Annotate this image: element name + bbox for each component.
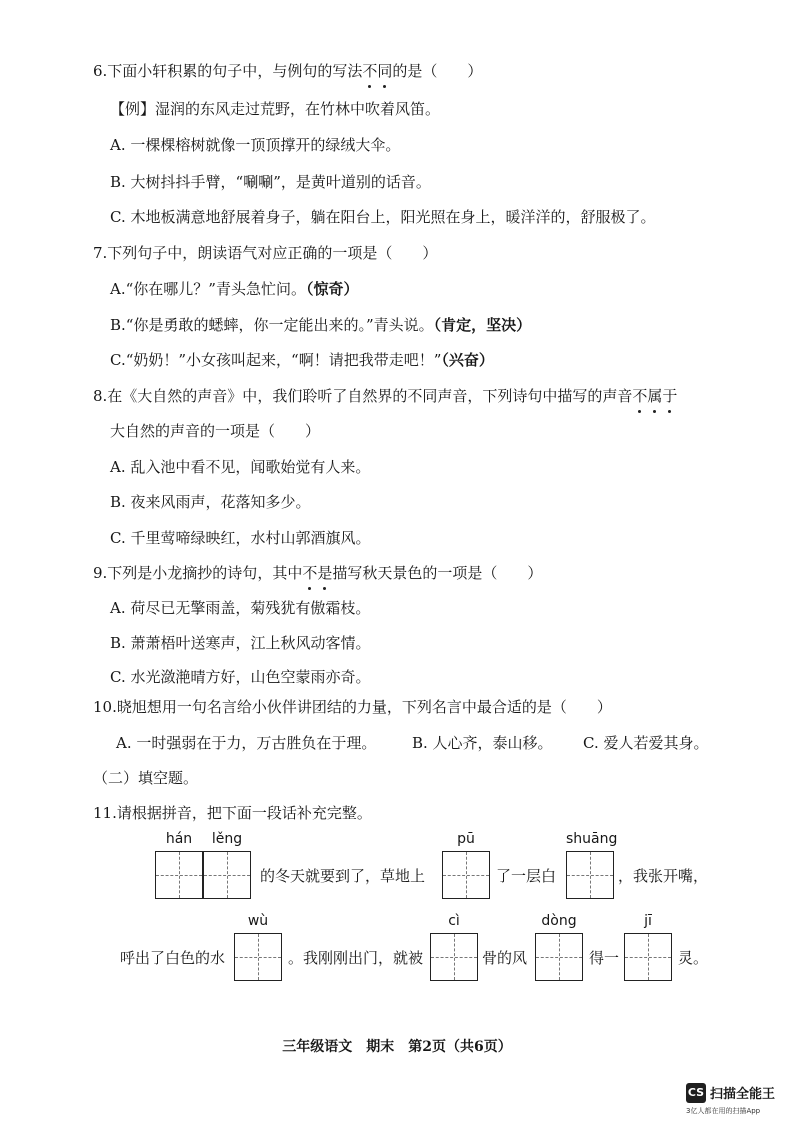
q11-text-2: 了一层白 (496, 867, 557, 885)
q10-option-a: A. 一时强弱在于力，万古胜负在于理。 (116, 734, 377, 752)
q8-option-c: C. 千里莺啼绿映红，水村山郭酒旗风。 (110, 529, 371, 547)
q6-option-a: A. 一棵棵榕树就像一顶顶撑开的绿绒大伞。 (110, 136, 401, 154)
q8-stem (93, 386, 677, 406)
q6-stem (93, 61, 482, 81)
q7-option-a-text: A.“你在哪儿？”青头急忙问。 (110, 280, 306, 298)
pinyin-label: jī (644, 913, 652, 929)
q11-text-6: 骨的风 (482, 949, 528, 967)
q9-stem-a: 9.下列是小龙摘抄的诗句，其中 (93, 564, 303, 582)
q7-option-a-tone: （惊奇） (305, 280, 359, 298)
q7-option-a (110, 279, 358, 299)
q7-stem: 7.下列句子中，朗读语气对应正确的一项是（ ） (93, 244, 438, 262)
q8-stem-a: 8.在《大自然的声音》中，我们聆听了自然界的不同声音，下列诗句中描写的声音 (93, 387, 633, 405)
q11-stem: 11.请根据拼音，把下面一段话补充完整。 (93, 804, 372, 822)
emphasis-dot-char: 不 (302, 564, 318, 582)
q6-stem-a: 6.下面小轩积累的句子中，与例句的写法 (93, 62, 363, 80)
pinyin-label: pū (457, 831, 475, 847)
writing-box[interactable] (234, 933, 282, 981)
page-footer: 三年级语文 期末 第2页（共6页） (282, 1039, 512, 1055)
q8-option-a: A. 乱入池中看不见，闻歌始觉有人来。 (110, 458, 371, 476)
q7-option-c (110, 350, 494, 370)
scanner-app-name: 扫描全能王 (710, 1087, 776, 1102)
q9-stem (93, 563, 542, 583)
pinyin-label: lěng (211, 831, 243, 847)
q6-stem-b: 的是（ ） (392, 62, 483, 80)
writing-box[interactable] (442, 851, 490, 899)
q9-option-c: C. 水光潋滟晴方好，山色空蒙雨亦奇。 (110, 668, 371, 686)
emphasis-dot-char: 不 (362, 62, 378, 80)
q6-option-b: B. 大树抖抖手臂，“唰唰”，是黄叶道别的话音。 (110, 173, 431, 191)
pinyin-label: shuāng (566, 831, 618, 847)
emphasis-dot-char: 属 (647, 387, 663, 405)
q11-text-4: 呼出了白色的水 (120, 949, 226, 967)
writing-box[interactable] (203, 851, 251, 899)
q7-option-b (110, 315, 531, 335)
q11-text-5: 。我刚刚出门，就被 (288, 949, 424, 967)
q6-example: 【例】湿润的东风走过荒野，在竹林中吹着风笛。 (110, 100, 441, 118)
q10-stem: 10.晓旭想用一句名言给小伙伴讲团结的力量，下列名言中最合适的是（ ） (93, 698, 612, 716)
q10-option-c: C. 爱人若爱其身。 (583, 734, 709, 752)
q8-stem-continued: 大自然的声音的一项是（ ） (110, 422, 321, 440)
scanner-tagline: 3亿人都在用的扫描App (686, 1107, 761, 1115)
pinyin-label: dòng (541, 913, 577, 929)
writing-box[interactable] (535, 933, 583, 981)
q10-option-b: B. 人心齐，泰山移。 (412, 734, 553, 752)
q7-option-b-tone: （肯定，坚决） (433, 316, 532, 334)
emphasis-dot-char: 不 (632, 387, 648, 405)
q9-stem-b: 描写秋天景色的一项是（ ） (332, 564, 543, 582)
q9-option-a: A. 荷尽已无擎雨盖，菊残犹有傲霜枝。 (110, 599, 371, 617)
q9-option-b: B. 萧萧梧叶送寒声，江上秋风动客情。 (110, 634, 371, 652)
scanner-logo-icon: CS (686, 1083, 706, 1103)
emphasis-dot-char: 是 (317, 564, 333, 582)
pinyin-label: hán (165, 831, 193, 847)
pinyin-label: cì (448, 913, 460, 929)
q8-option-b: B. 夜来风雨声，花落知多少。 (110, 493, 311, 511)
q6-option-c: C. 木地板满意地舒展着身子，躺在阳台上，阳光照在身上，暖洋洋的，舒服极了。 (110, 208, 656, 226)
q7-option-c-text: C.“奶奶！”小女孩叫起来，“啊！请把我带走吧！” (110, 351, 442, 369)
writing-box[interactable] (566, 851, 614, 899)
q7-option-c-tone: （兴奋） (441, 351, 494, 369)
q11-text-7: 得一 (589, 949, 620, 967)
q7-option-b-text: B.“你是勇敢的蟋蟀，你一定能出来的。”青头说。 (110, 316, 434, 334)
section-heading: （二）填空题。 (93, 769, 199, 787)
q11-text-1: 的冬天就要到了，草地上 (260, 867, 426, 885)
writing-box[interactable] (430, 933, 478, 981)
q11-text-3: ，我张开嘴， (618, 867, 709, 885)
emphasis-dot-char: 同 (377, 62, 393, 80)
writing-box[interactable] (155, 851, 203, 899)
writing-box[interactable] (624, 933, 672, 981)
q11-text-8: 灵。 (678, 949, 709, 967)
emphasis-dot-char: 于 (662, 387, 678, 405)
pinyin-label: wù (247, 913, 269, 929)
